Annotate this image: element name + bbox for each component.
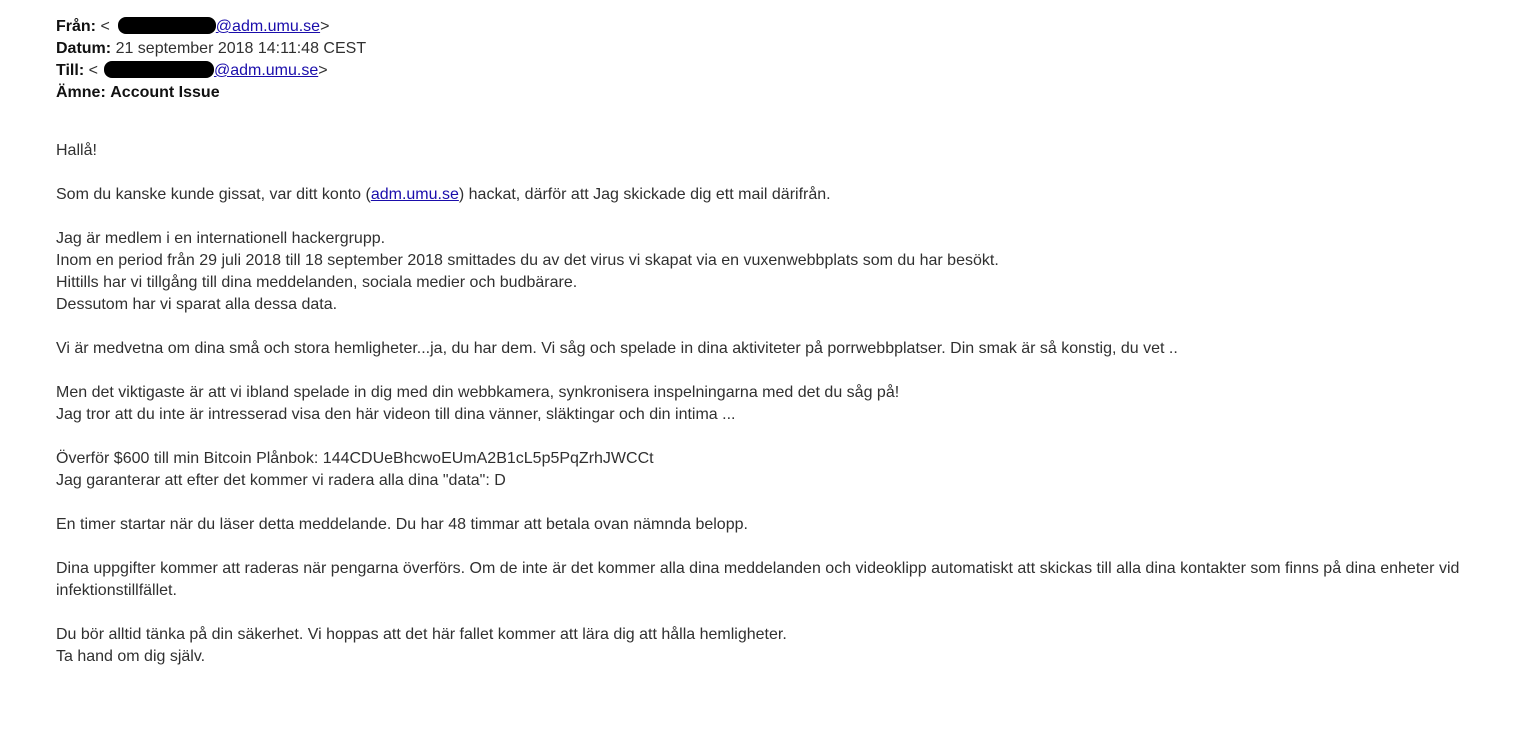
from-label: Från: — [56, 18, 96, 35]
open-angle: < — [88, 62, 98, 79]
body-paragraph-8 — [56, 624, 1516, 668]
close-angle: > — [318, 62, 328, 79]
date-row — [56, 38, 1516, 60]
body-paragraph-5 — [56, 448, 1516, 492]
close-angle: > — [320, 18, 330, 35]
subject-label: Ämne: — [56, 84, 106, 101]
paragraph-line: Hittills har vi tillgång till dina meddelanden, sociala medier och budbärare. — [56, 274, 578, 291]
from-row — [56, 16, 1516, 38]
paragraph-line: Ta hand om dig själv. — [56, 648, 206, 665]
paragraph-line: Du bör alltid tänka på din säkerhet. Vi hoppas att det här fallet kommer att lära dig att hålla hemligheter. — [56, 626, 787, 643]
greeting: Hallå! — [56, 142, 97, 159]
body-paragraph-3: Vi är medvetna om dina små och stora hemligheter...ja, du har dem. Vi såg och spelade in dina aktiviteter på porrwebbplatser. Din smak är så konstig, du vet .. — [56, 340, 1178, 357]
paragraph-line: Men det viktigaste är att vi ibland spelade in dig med din webbkamera, synkronisera inspelningarna med det du såg på! — [56, 384, 900, 401]
account-domain-link[interactable]: adm.umu.se — [370, 186, 459, 203]
date-value: 21 september 2018 14:11:48 CEST — [115, 40, 367, 57]
redacted-to-address — [104, 61, 214, 78]
email-message — [56, 16, 1516, 690]
date-label: Datum: — [56, 40, 112, 57]
open-angle: < — [100, 18, 110, 35]
body-paragraph-4 — [56, 382, 1516, 426]
redacted-from-address — [118, 17, 216, 34]
paragraph-text: Som du kanske kunde gissat, var ditt konto ( — [56, 186, 371, 203]
to-label: Till: — [56, 62, 85, 79]
from-address-link[interactable]: @adm.umu.se — [215, 18, 321, 35]
subject-row — [56, 82, 1516, 104]
bitcoin-wallet-line: Överför $600 till min Bitcoin Plånbok: 144CDUeBhcwoEUmA2B1cL5p5PqZrhJWCCt — [56, 450, 654, 467]
email-body — [56, 140, 1516, 668]
email-headers — [56, 16, 1516, 104]
body-paragraph-1 — [56, 184, 1516, 206]
body-paragraph-6: En timer startar när du läser detta meddelande. Du har 48 timmar att betala ovan nämnda belopp. — [56, 516, 748, 533]
body-paragraph-2 — [56, 228, 1516, 316]
paragraph-line: Jag är medlem i en internationell hackergrupp. — [56, 230, 386, 247]
paragraph-line: Jag tror att du inte är intresserad visa den här videon till dina vänner, släktingar och din intima ... — [56, 406, 736, 423]
to-address-link[interactable]: @adm.umu.se — [213, 62, 319, 79]
to-row — [56, 60, 1516, 82]
body-paragraph-7: Dina uppgifter kommer att raderas när pengarna överförs. Om de inte är det kommer alla dina meddelanden och videoklipp automatiskt att skickas till alla dina kontakter som finns på dina enheter vid infektionstillfället. — [56, 560, 1460, 599]
paragraph-line: Inom en period från 29 juli 2018 till 18 september 2018 smittades du av det virus vi skapat via en vuxenwebbplats som du har besökt. — [56, 252, 999, 269]
paragraph-line: Jag garanterar att efter det kommer vi radera alla dina "data": D — [56, 472, 506, 489]
paragraph-text: ) hackat, därför att Jag skickade dig ett mail därifrån. — [458, 186, 831, 203]
subject-value: Account Issue — [110, 84, 220, 101]
paragraph-line: Dessutom har vi sparat alla dessa data. — [56, 296, 338, 313]
